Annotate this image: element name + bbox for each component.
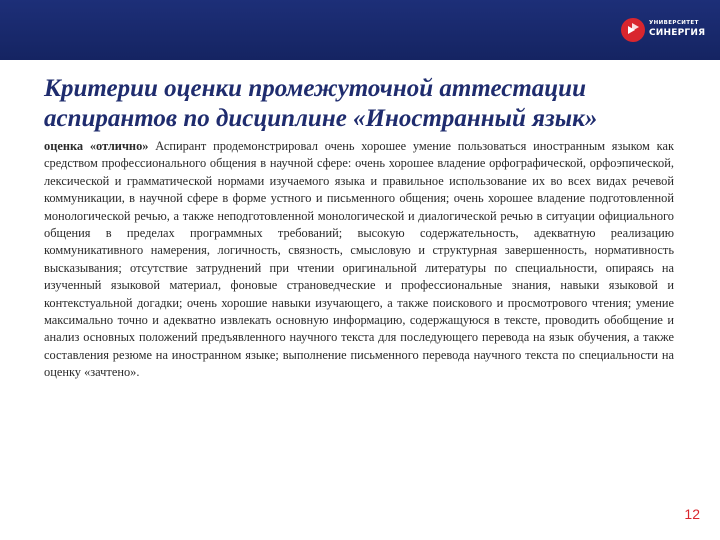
page-number: 12	[684, 506, 700, 522]
header-bar	[0, 0, 720, 60]
logo-line-synergy: СИНЕРГИЯ	[649, 27, 706, 38]
grade-label: оценка «отлично»	[44, 139, 149, 153]
slide-title: Критерии оценки промежуточной аттестации аспирантов по дисциплине «Иностранный язык»	[44, 75, 598, 132]
synergy-logo-icon	[620, 17, 646, 43]
criteria-description: Аспирант продемонстрировал очень хорошее умение пользоваться иностранным языком как средством профессионального общения в научной сфере: очень хорошее владение орфографической, орфоэпической, лексической и грамматической нормами изучаемого языка и правильное использование их во всех видах речевой коммуникации, в научной сфере в форме устного и письменного общения; очень хорошее владение подготовленной монологической речью, а также неподготовленной монологической и диалогической речью в ситуации официального общения в пределах программных требований; высокую содержательность, адекватную реализацию коммуникативного намерения, логичность, связность, смысловую и структурная завершенность, нормативность высказывания; отсутствие затруднений при чтении оригинальной литературы по специальности, опираясь на изученный языковой материал, фоновые страноведческие и профессиональные знания, навыки языковой и контекстуальной догадки; очень хорошие навыки изучающего, а также поискового и просмотрового чтения; умение максимально точно и адекватно извлекать основную информацию, содержащуюся в тексте, проводить обобщение и анализ основных положений предъявленного научного текста для последующего перевода на язык обучения, а также составления резюме на иностранном языке; выполнение письменного перевода научного текста по специальности на оценку «зачтено».	[44, 139, 674, 380]
logo-text	[649, 21, 705, 38]
university-logo	[620, 17, 716, 45]
logo-line-university: УНИВЕРСИТЕТ	[649, 20, 699, 26]
criteria-text	[44, 138, 674, 382]
